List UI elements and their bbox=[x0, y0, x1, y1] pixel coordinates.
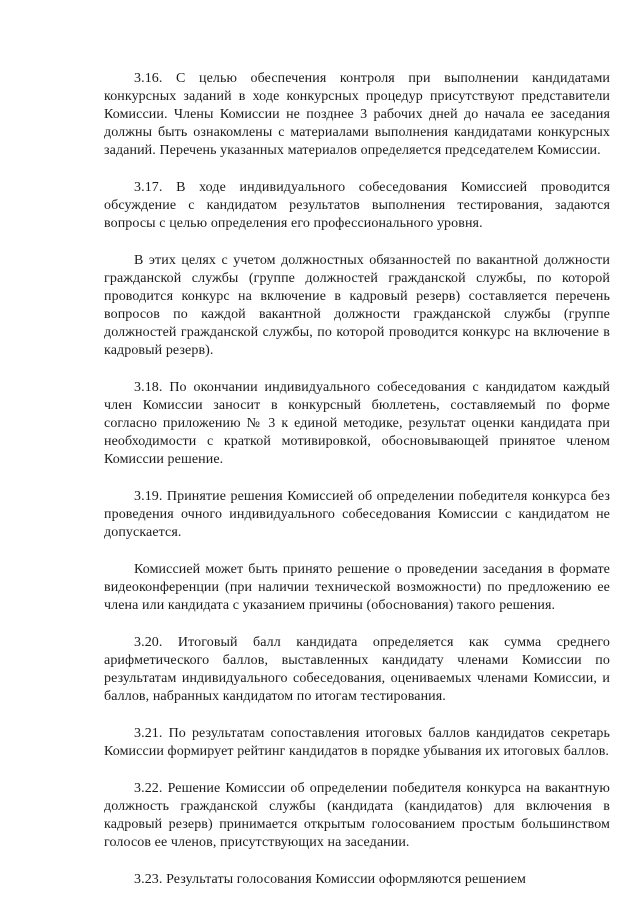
paragraph-3-22: 3.22. Решение Комиссии об определении победителя конкурса на вакантную должность гражданской службы (кандидата (кандидатов) для включения в кадровый резерв) принимается открытым голосованием простым большинством голосов ее членов, присутствующих на заседании. bbox=[104, 781, 610, 850]
paragraph-3-19-videoconference: Комиссией может быть принято решение о проведении заседания в формате видеоконференции (при наличии технической возможности) по предложению ее члена или кандидата с указанием причины (обоснования) такого решения. bbox=[104, 562, 610, 613]
paragraph-3-23: 3.23. Результаты голосования Комиссии оформляются решением bbox=[134, 872, 526, 887]
paragraph-3-21: 3.21. По результатам сопоставления итоговых баллов кандидатов секретарь Комиссии формирует рейтинг кандидатов в порядке убывания их итоговых баллов. bbox=[104, 726, 610, 759]
paragraph-3-16: 3.16. С целью обеспечения контроля при выполнении кандидатами конкурсных заданий в ходе конкурсных процедур присутствуют представители Комиссии. Члены Комиссии не позднее 3 рабочих дней до начала ее заседания должны быть ознакомлены с материалами выполнения кандидатами конкурсных заданий. Перечень указанных материалов определяется председателем Комиссии. bbox=[104, 71, 610, 158]
paragraph-3-19: 3.19. Принятие решения Комиссией об определении победителя конкурса без проведения очного индивидуального собеседования Комиссии с кандидатом не допускается. bbox=[104, 489, 610, 540]
paragraph-3-17: 3.17. В ходе индивидуального собеседования Комиссией проводится обсуждение с кандидатом результатов выполнения тестирования, задаются вопросы с целью определения его профессионального уровня. bbox=[104, 180, 610, 231]
paragraph-3-17-questions: В этих целях с учетом должностных обязанностей по вакантной должности гражданской службы (группе должностей гражданской службы, по которой проводится конкурс на включение в кадровый резерв) составляется перечень вопросов по каждой вакантной должности гражданской службы (группе должностей гражданской службы, по которой проводится конкурс на включение в кадровый резерв). bbox=[104, 253, 610, 358]
paragraph-3-20: 3.20. Итоговый балл кандидата определяется как сумма среднего арифметического баллов, выставленных кандидату членами Комиссии по результатам индивидуального собеседования, оцениваемых членами Комиссии, и баллов, набранных кандидатом по итогам тестирования. bbox=[104, 635, 610, 704]
paragraph-3-18: 3.18. По окончании индивидуального собеседования с кандидатом каждый член Комиссии заносит в конкурсный бюллетень, составляемый по форме согласно приложению № 3 к единой методике, результат оценки кандидата при необходимости с краткой мотивировкой, обосновывающей принятое членом Комиссии решение. bbox=[104, 380, 610, 467]
